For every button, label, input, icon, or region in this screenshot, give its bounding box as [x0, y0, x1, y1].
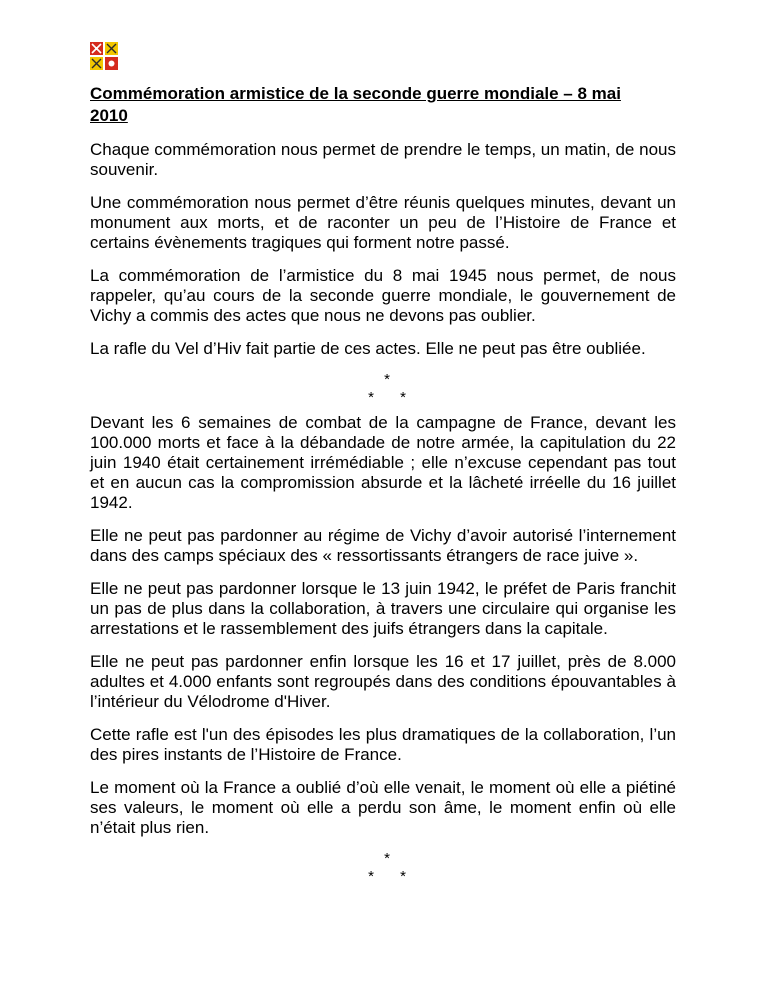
paragraph: Une commémoration nous permet d’être réunis quelques minutes, devant un monument aux morts, et de raconter un peu de l’Histoire de France et certains évènements tragiques qui forment notre passé. [90, 193, 676, 252]
paragraph: Devant les 6 semaines de combat de la campagne de France, devant les 100.000 morts et face à la débandade de notre armée, la capitulation du 22 juin 1940 était certainement irrémédiable ; elle n’excuse cependant pas tout et en aucun cas la compromission absurde et la lâcheté irréelle du 16 juillet 1942. [90, 413, 676, 512]
section-separator [90, 371, 676, 407]
paragraph: La rafle du Vel d’Hiv fait partie de ces actes. Elle ne peut pas être oubliée. [90, 339, 646, 358]
separator-stars-bottom: * * [368, 389, 406, 406]
title-line-1: Commémoration armistice de la seconde guerre mondiale – 8 mai [90, 84, 621, 103]
paragraph: La commémoration de l’armistice du 8 mai 1945 nous permet, de nous rappeler, qu’au cours de la seconde guerre mondiale, le gouvernement de Vichy a commis des actes que nous ne devons pas oublier. [90, 266, 676, 325]
document-title [90, 83, 676, 127]
paragraph: Cette rafle est l'un des épisodes les plus dramatiques de la collaboration, l’un des pires instants de l’Histoire de France. [90, 725, 676, 764]
paragraph: Chaque commémoration nous permet de prendre le temps, un matin, de nous souvenir. [90, 140, 676, 179]
paragraph: Elle ne peut pas pardonner au régime de Vichy d’avoir autorisé l’internement dans des camps spéciaux des « ressortissants étrangers de race juive ». [90, 526, 676, 565]
paragraph: Elle ne peut pas pardonner enfin lorsque les 16 et 17 juillet, près de 8.000 adultes et 4.000 enfants sont regroupés dans des conditions épouvantables à l’intérieur du Vélodrome d'Hiver. [90, 652, 676, 711]
separator-stars-bottom: * * [368, 868, 406, 885]
paragraph: Elle ne peut pas pardonner lorsque le 13 juin 1942, le préfet de Paris franchit un pas de plus dans la collaboration, à travers une circulaire qui organise les arrestations et le rassemblement des juifs étrangers dans la capitale. [90, 579, 676, 638]
section-separator [90, 850, 676, 886]
document-body [90, 83, 676, 892]
title-line-2: 2010 [90, 106, 128, 125]
separator-star-top: * [384, 850, 390, 867]
separator-star-top: * [384, 371, 390, 388]
coat-of-arms-logo [89, 41, 119, 71]
paragraph: Le moment où la France a oublié d’où elle venait, le moment où elle a piétiné ses valeurs, le moment où elle a perdu son âme, le moment enfin où elle n’était plus rien. [90, 778, 676, 837]
